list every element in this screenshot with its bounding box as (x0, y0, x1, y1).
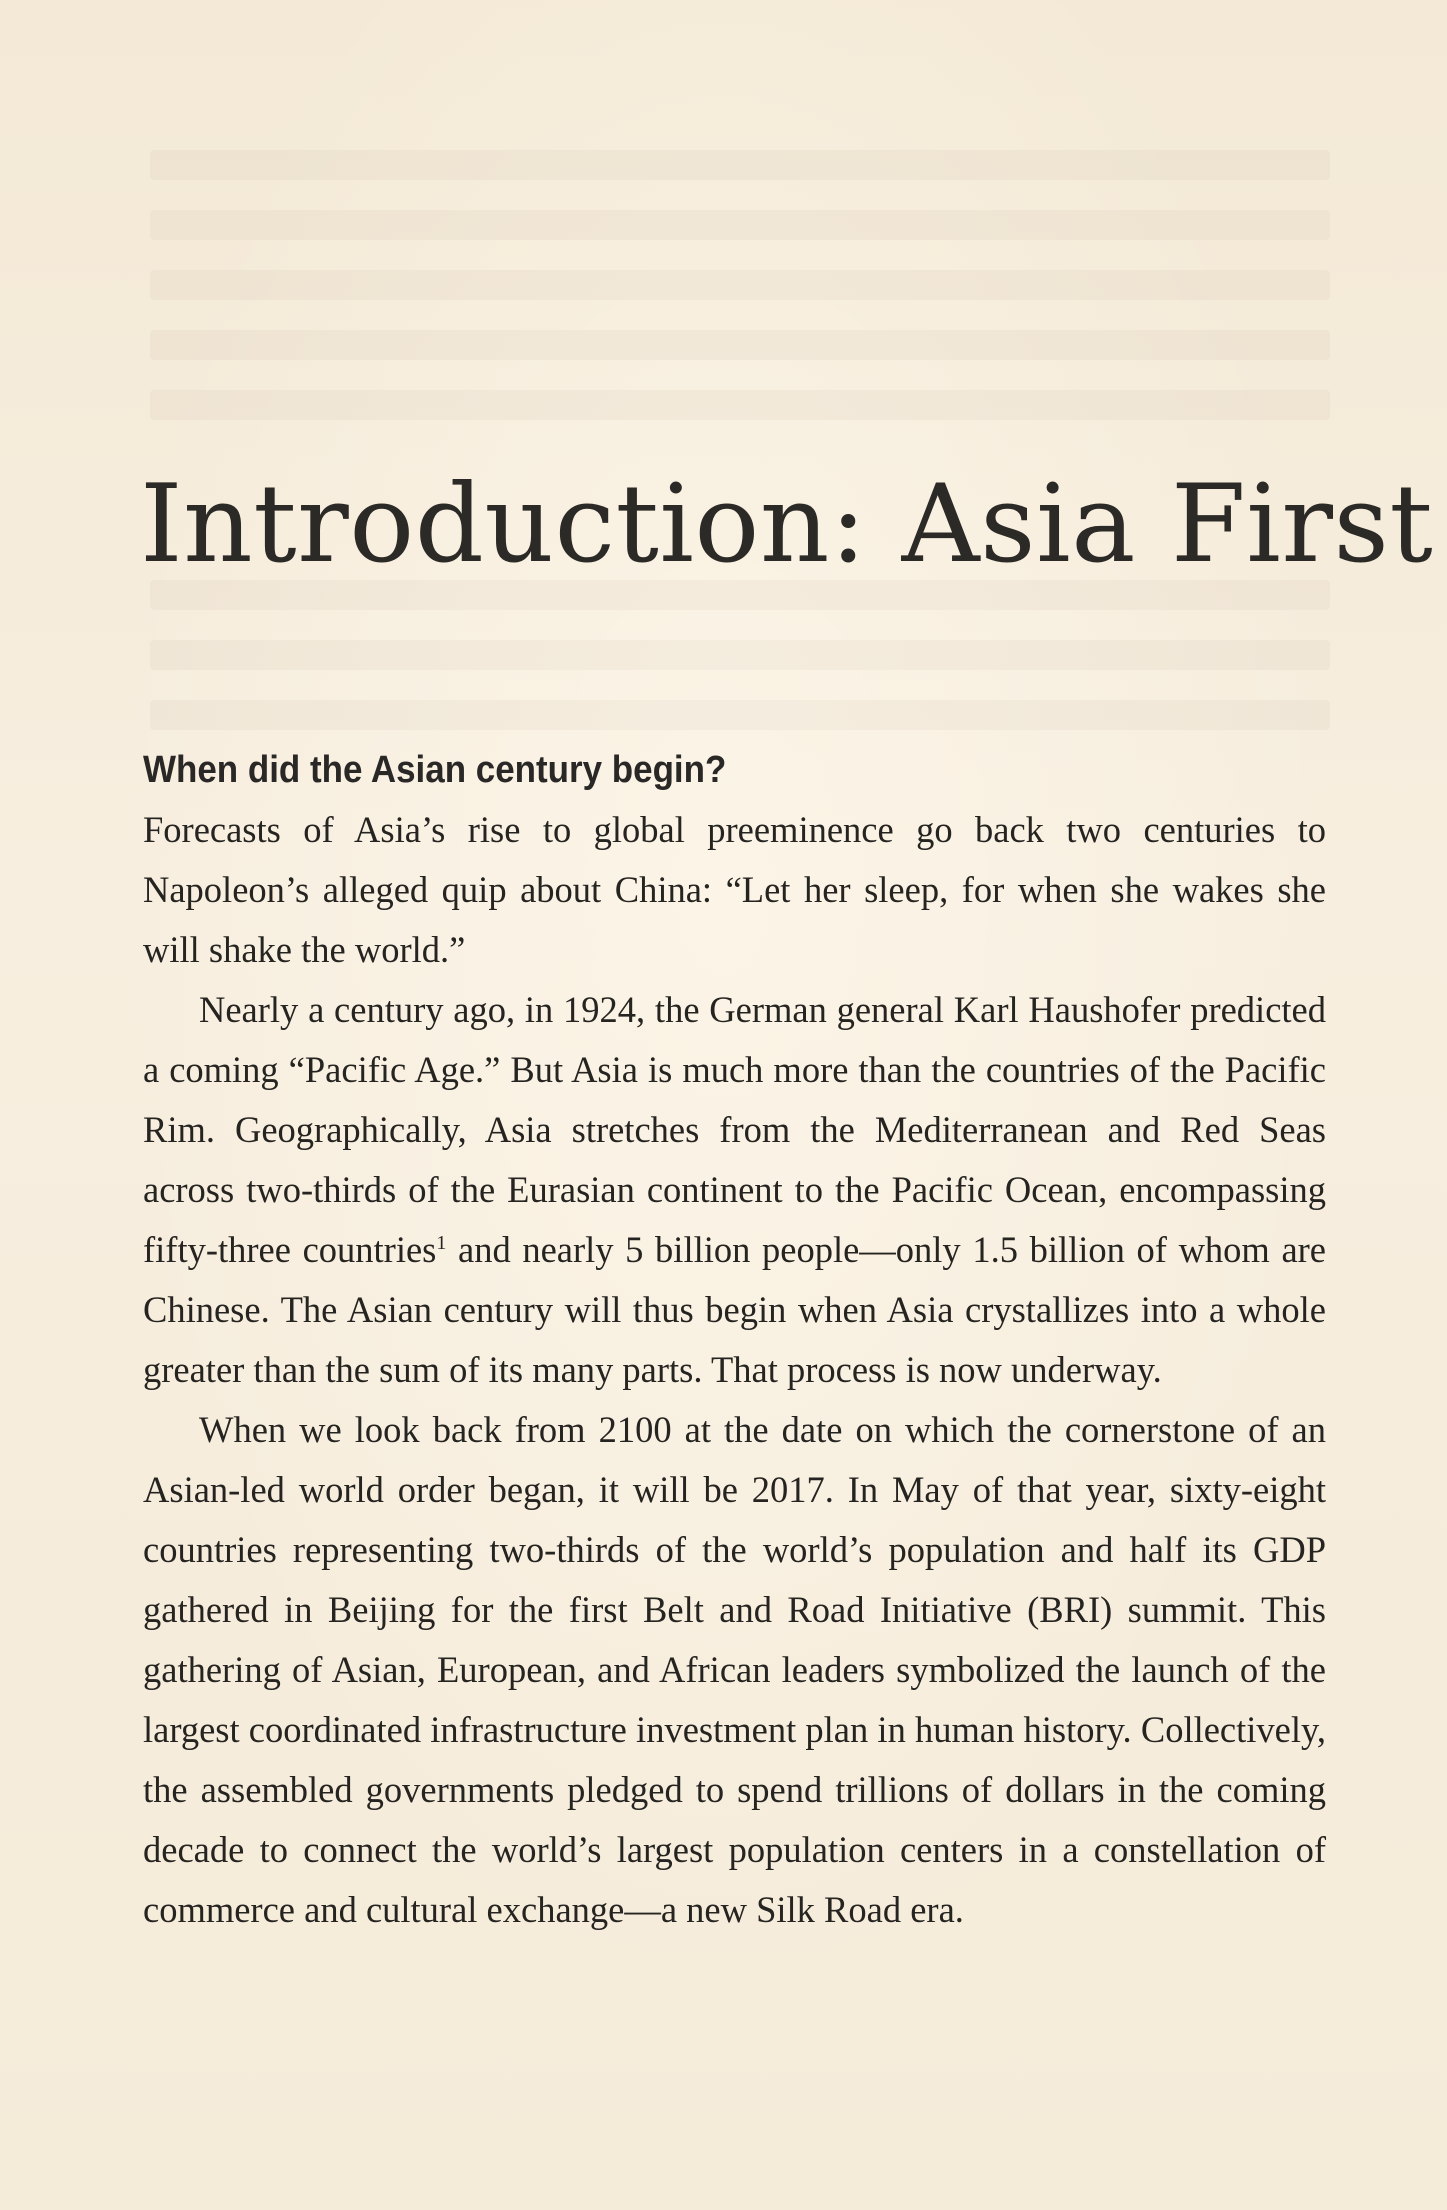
bleed-through-line (150, 700, 1330, 730)
bleed-through-line (150, 270, 1330, 300)
paragraph: When we look back from 2100 at the date on which the cornerstone of an Asian-led world order began, it will be 2017. In May of that year, sixty-eight countries representing two-thirds of the world’s population and half its GDP gathered in Beijing for the first Belt and Road Initiative (BRI) summit. This gathering of Asian, European, and African leaders symbolized the launch of the largest coordinated infrastructure investment plan in human history. Collectively, the assembled governments pledged to spend trillions of dollars in the coming decade to connect the world’s largest population centers in a constellation of commerce and cultural exchange—a new Silk Road era. (143, 1409, 1326, 1930)
paragraph (143, 980, 1326, 1400)
bleed-through-line (150, 330, 1330, 360)
paragraph-text: and nearly 5 billion people—only 1.5 billion of whom are Chinese. The Asian century will thus begin when Asia crystallizes into a whole greater than the sum of its many parts. That process is now underway. (143, 1229, 1327, 1390)
bleed-through-line (150, 640, 1330, 670)
bleed-through-line (150, 390, 1330, 420)
bleed-through-line (150, 210, 1330, 240)
chapter-title: Introduction: Asia First (140, 462, 1434, 587)
footnote-marker[interactable]: 1 (436, 1231, 447, 1254)
section-heading: When did the Asian century begin? (143, 749, 727, 791)
body-text (143, 800, 1326, 1940)
bleed-through-line (150, 150, 1330, 180)
paragraph-text: Nearly a century ago, in 1924, the German general Karl Haushofer predicted a coming “Pacific Age.” But Asia is much more than the countries of the Pacific Rim. Geographically, Asia stretches from the Mediterranean and Red Seas across two-thirds of the Eurasian continent to the Pacific Ocean, encompassing fifty-three countries (143, 989, 1326, 1270)
paragraph: Forecasts of Asia’s rise to global preeminence go back two centuries to Napoleon’s alleged quip about China: “Let her sleep, for when she wakes she will shake the world.” (143, 809, 1326, 970)
